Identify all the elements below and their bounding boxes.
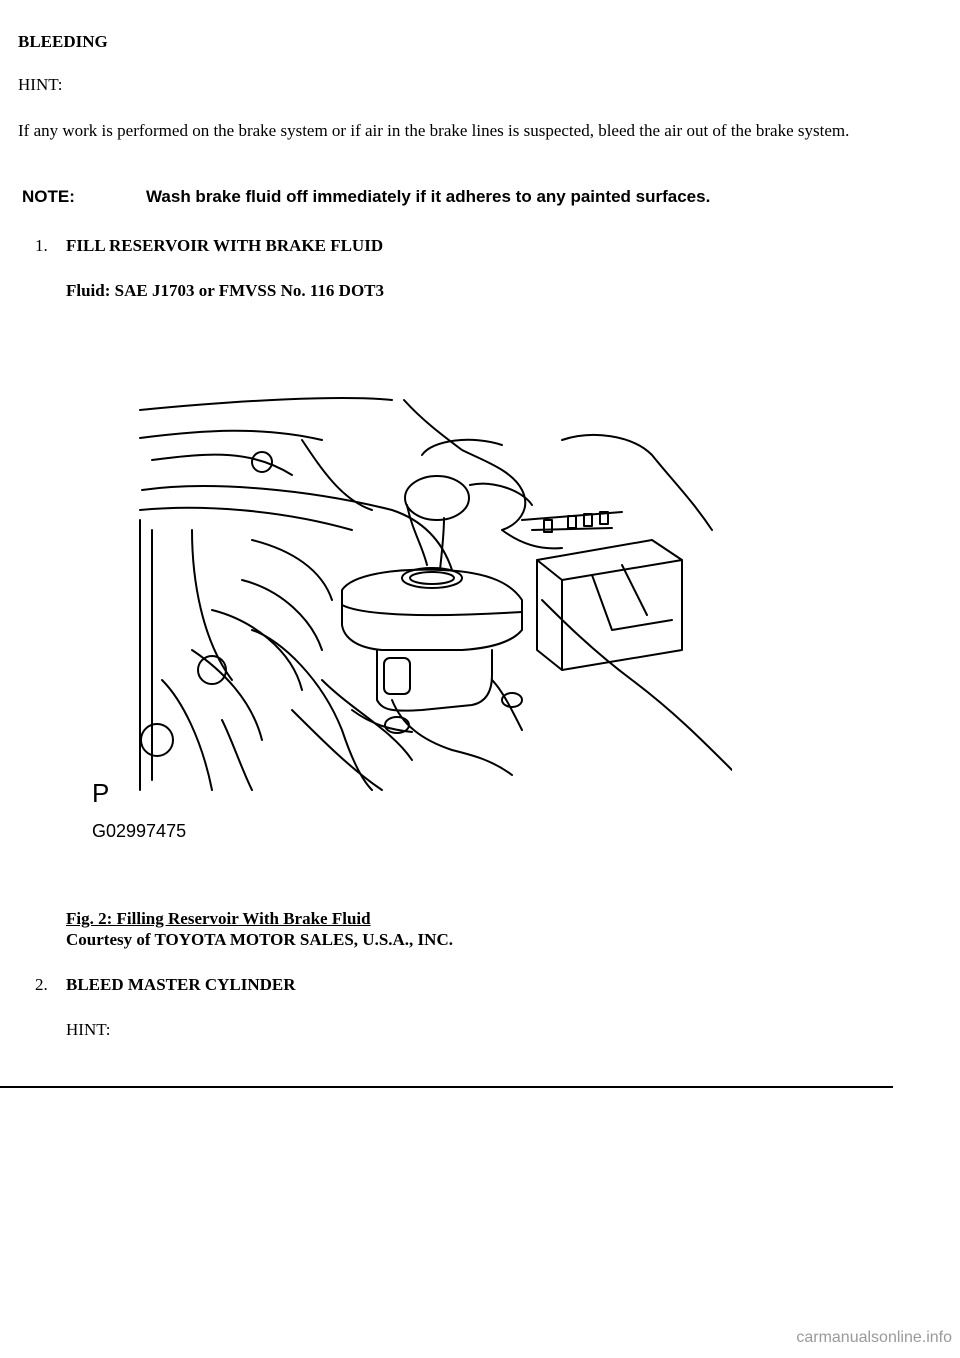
section-title: BLEEDING bbox=[18, 32, 108, 51]
figure-caption-link[interactable]: Fig. 2: Filling Reservoir With Brake Fluid bbox=[66, 909, 371, 928]
note-text: Wash brake fluid off immediately if it adheres to any painted surfaces. bbox=[146, 187, 711, 206]
step-2-hint: HINT: bbox=[66, 1020, 111, 1039]
figure-corner-letter: P bbox=[92, 778, 110, 808]
intro-paragraph: If any work is performed on the brake system or if air in the brake lines is suspected, bleed the air out of the brake system. bbox=[18, 121, 850, 140]
reservoir-illustration bbox=[92, 380, 732, 850]
step-1-number: 1. bbox=[35, 236, 48, 255]
figure-courtesy: Courtesy of TOYOTA MOTOR SALES, U.S.A., INC. bbox=[66, 930, 453, 949]
step-2-title: BLEED MASTER CYLINDER bbox=[66, 975, 296, 994]
horizontal-rule bbox=[0, 1086, 893, 1088]
figure-code: G02997475 bbox=[92, 821, 187, 841]
hint-label: HINT: bbox=[18, 75, 63, 94]
step-2-number: 2. bbox=[35, 975, 48, 994]
fluid-spec: Fluid: SAE J1703 or FMVSS No. 116 DOT3 bbox=[66, 281, 385, 300]
note-label: NOTE: bbox=[22, 187, 75, 206]
watermark: carmanualsonline.info bbox=[796, 1329, 952, 1346]
step-1-title: FILL RESERVOIR WITH BRAKE FLUID bbox=[66, 236, 384, 255]
